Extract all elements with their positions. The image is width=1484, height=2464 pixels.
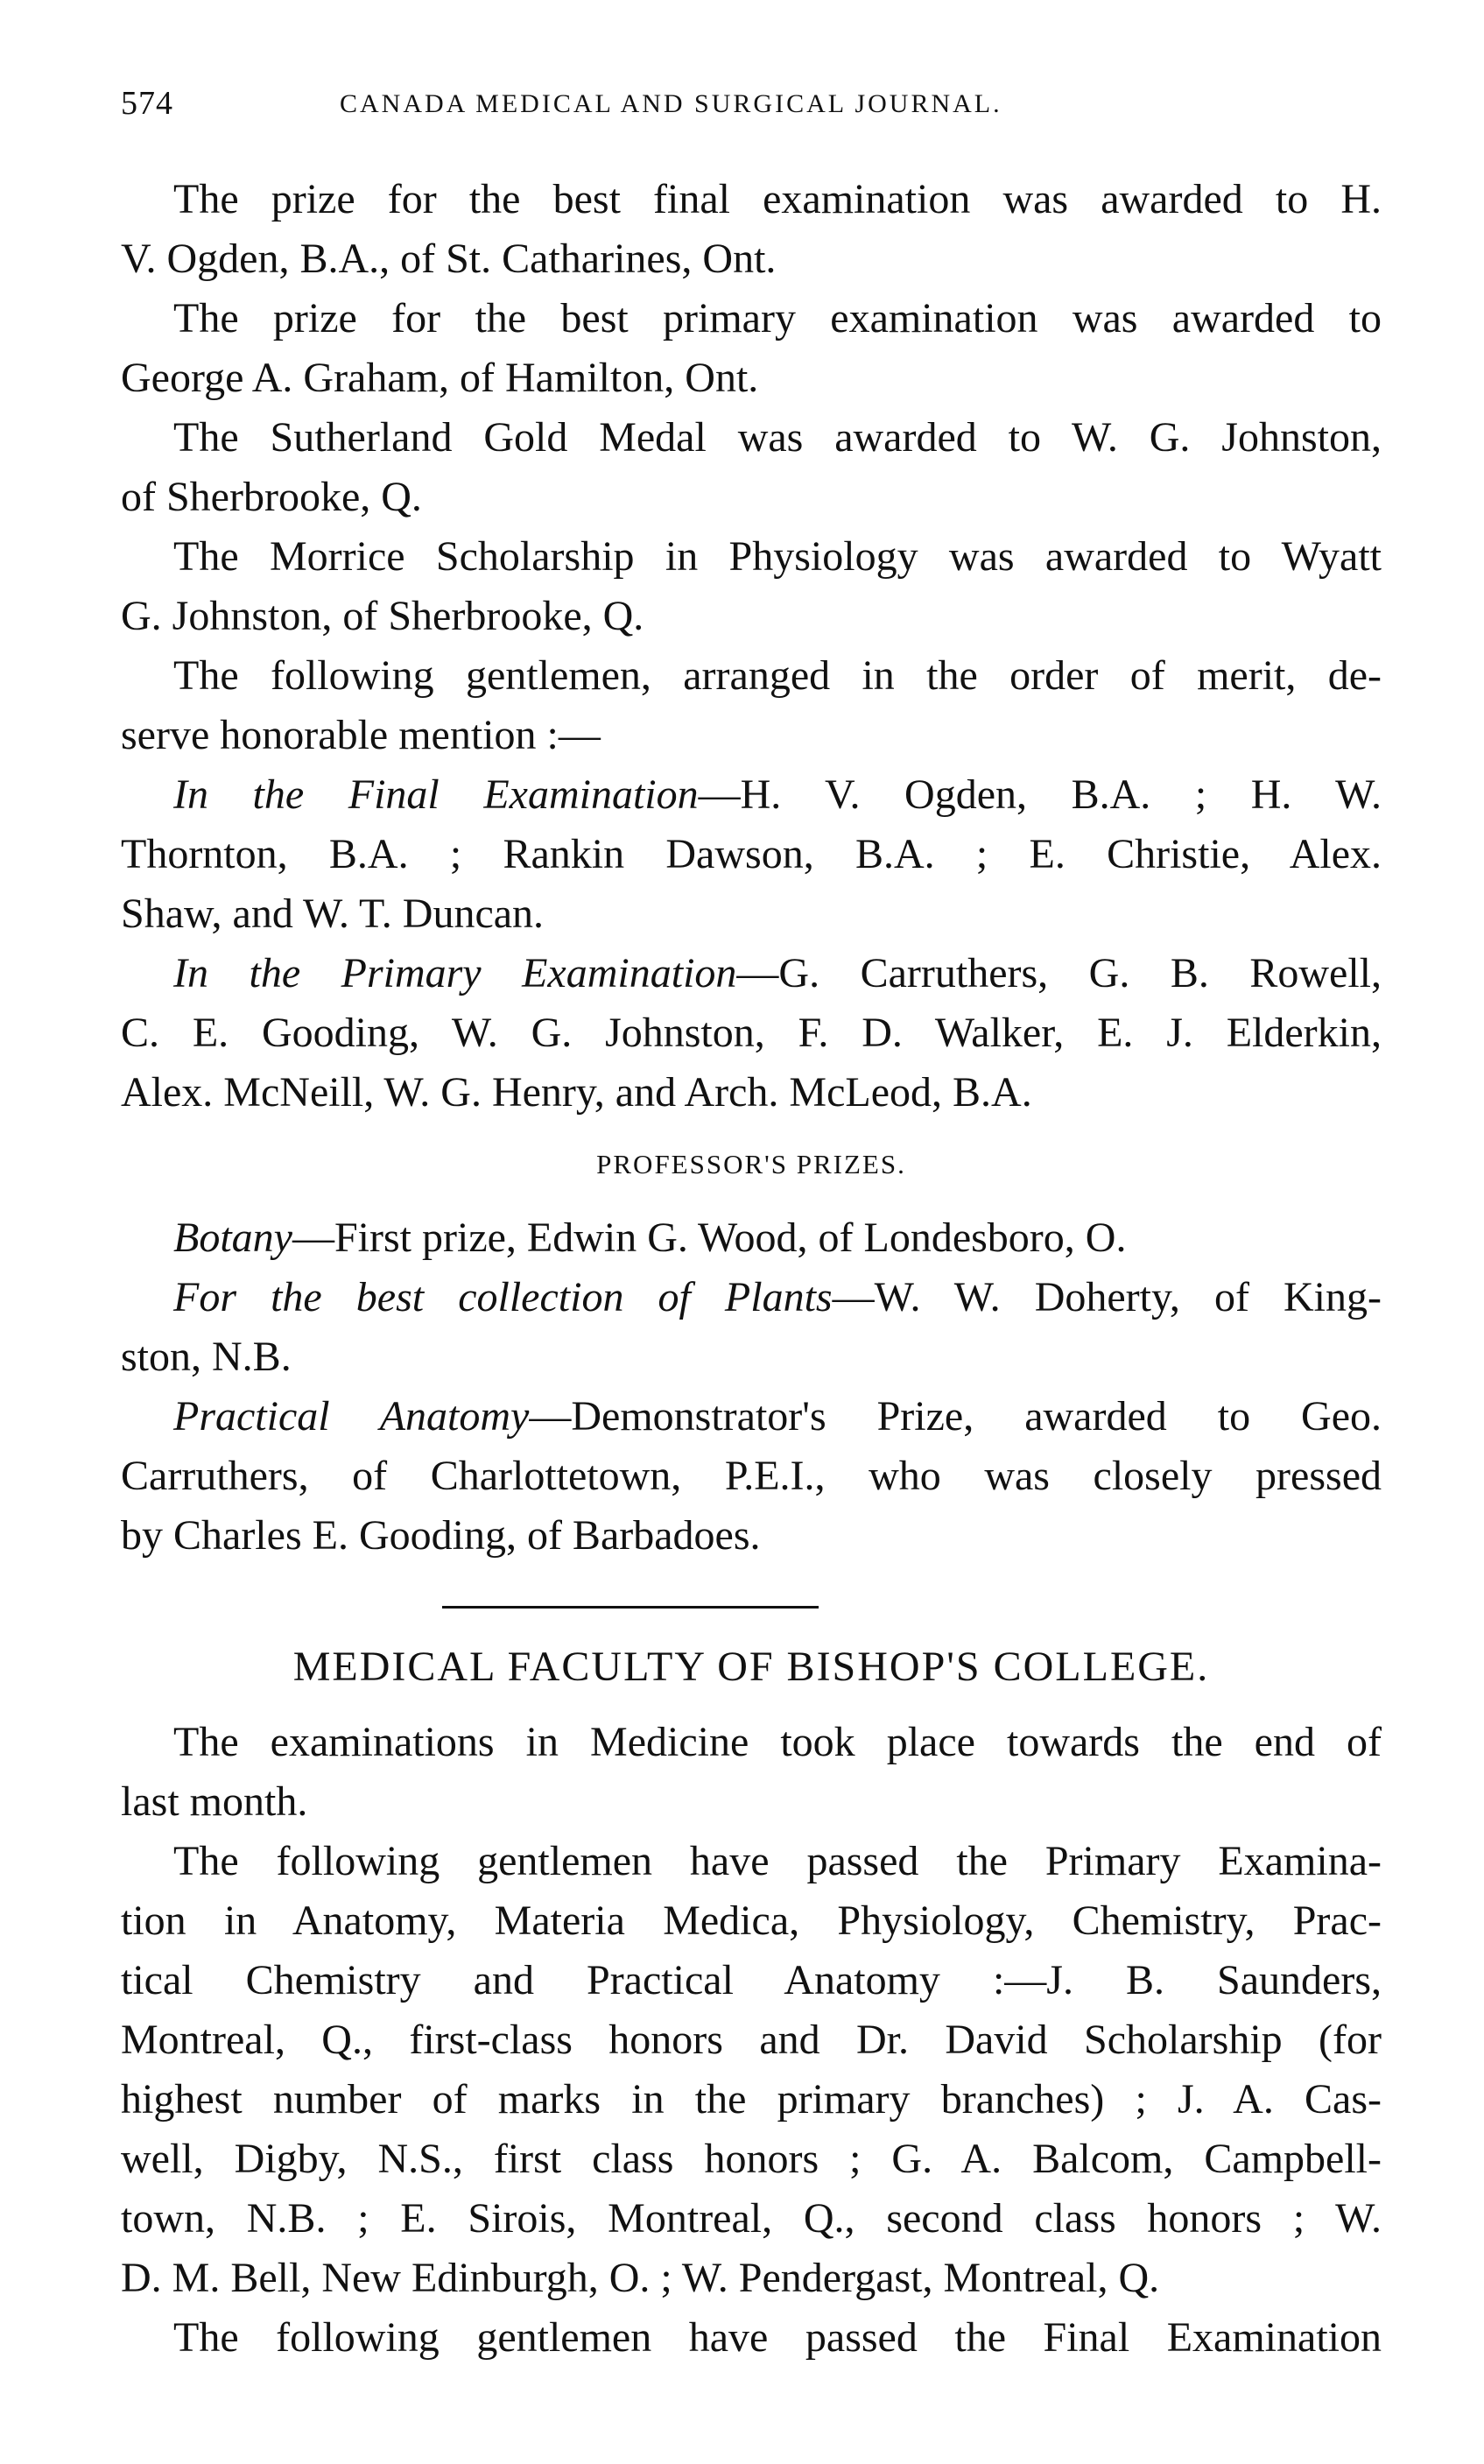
text-line: Thornton, B.A. ; Rankin Dawson, B.A. ; E. Christie, Alex.: [121, 831, 1382, 877]
text-line: ston, N.B.: [121, 1334, 292, 1380]
anatomy-text: —Demonstrator's Prize, awarded to Geo.: [529, 1393, 1382, 1440]
text-line: tion in Anatomy, Materia Medica, Physiology, Chemistry, Prac-: [121, 1897, 1382, 1944]
section-divider-rule: [442, 1606, 819, 1609]
text-line: C. E. Gooding, W. G. Johnston, F. D. Walker, E. J. Elderkin,: [121, 1010, 1382, 1056]
plants-text: —W. W. Doherty, of King-: [832, 1274, 1382, 1320]
plants-label: For the best collection of Plants: [173, 1274, 833, 1320]
running-head: [121, 84, 1382, 137]
final-exam-names: —H. V. Ogden, B.A. ; H. W.: [698, 771, 1382, 818]
text-line: The prize for the best final examination was awarded to H.: [173, 176, 1382, 222]
text-line: highest number of marks in the primary branches) ; J. A. Cas-: [121, 2076, 1382, 2123]
text-line: town, N.B. ; E. Sirois, Montreal, Q., second class honors ; W.: [121, 2195, 1382, 2242]
text-line: D. M. Bell, New Edinburgh, O. ; W. Pendergast, Montreal, Q.: [121, 2255, 1160, 2301]
botany-text: —First prize, Edwin G. Wood, of Londesboro, O.: [292, 1214, 1127, 1261]
text-line: George A. Graham, of Hamilton, Ont.: [121, 355, 759, 401]
text-line: Carruthers, of Charlottetown, P.E.I., who was closely pressed: [121, 1453, 1382, 1499]
text-line: serve honorable mention :—: [121, 712, 601, 758]
page-number: 574: [121, 85, 173, 122]
primary-exam-line: [121, 947, 1382, 1000]
text-line: The following gentlemen have passed the Final Examination: [173, 2314, 1382, 2361]
botany-label: Botany: [173, 1214, 292, 1261]
text-line: The following gentlemen, arranged in the order of merit, de-: [173, 652, 1382, 699]
text-line: Alex. McNeill, W. G. Henry, and Arch. McLeod, B.A.: [121, 1069, 1032, 1116]
text-line: Montreal, Q., first-class honors and Dr. David Scholarship (for: [121, 2017, 1382, 2063]
text-line: The following gentlemen have passed the Primary Examina-: [173, 1838, 1382, 1884]
text-line: The prize for the best primary examination was awarded to: [173, 295, 1382, 341]
final-exam-line: [121, 769, 1382, 821]
text-line: V. Ogden, B.A., of St. Catharines, Ont.: [121, 236, 777, 282]
text-line: Shaw, and W. T. Duncan.: [121, 891, 545, 937]
text-line: of Sherbrooke, Q.: [121, 474, 422, 520]
primary-exam-names: —G. Carruthers, G. B. Rowell,: [736, 950, 1382, 996]
section-heading-bishops-college: MEDICAL FACULTY OF BISHOP'S COLLEGE.: [292, 1644, 1210, 1690]
journal-title: CANADA MEDICAL AND SURGICAL JOURNAL.: [340, 89, 1002, 118]
text-line: The Sutherland Gold Medal was awarded to W. G. Johnston,: [173, 414, 1382, 461]
text-line: The Morrice Scholarship in Physiology was awarded to Wyatt: [173, 533, 1382, 580]
text-line: tical Chemistry and Practical Anatomy :—J. B. Saunders,: [121, 1957, 1382, 2003]
plants-line: [121, 1271, 1382, 1324]
botany-line: [121, 1212, 1382, 1264]
final-exam-label: In the Final Examination: [173, 771, 699, 818]
primary-exam-label: In the Primary Examination: [173, 950, 737, 996]
text-line: well, Digby, N.S., first class honors ; G. A. Balcom, Campbell-: [121, 2136, 1382, 2182]
anatomy-label: Practical Anatomy: [173, 1393, 530, 1440]
section-heading-professors-prizes: PROFESSOR'S PRIZES.: [596, 1149, 906, 1179]
text-line: last month.: [121, 1778, 308, 1825]
text-line: by Charles E. Gooding, of Barbadoes.: [121, 1512, 761, 1559]
text-line: The examinations in Medicine took place towards the end of: [173, 1719, 1382, 1765]
text-line: G. Johnston, of Sherbrooke, Q.: [121, 593, 644, 639]
anatomy-line: [121, 1390, 1382, 1443]
